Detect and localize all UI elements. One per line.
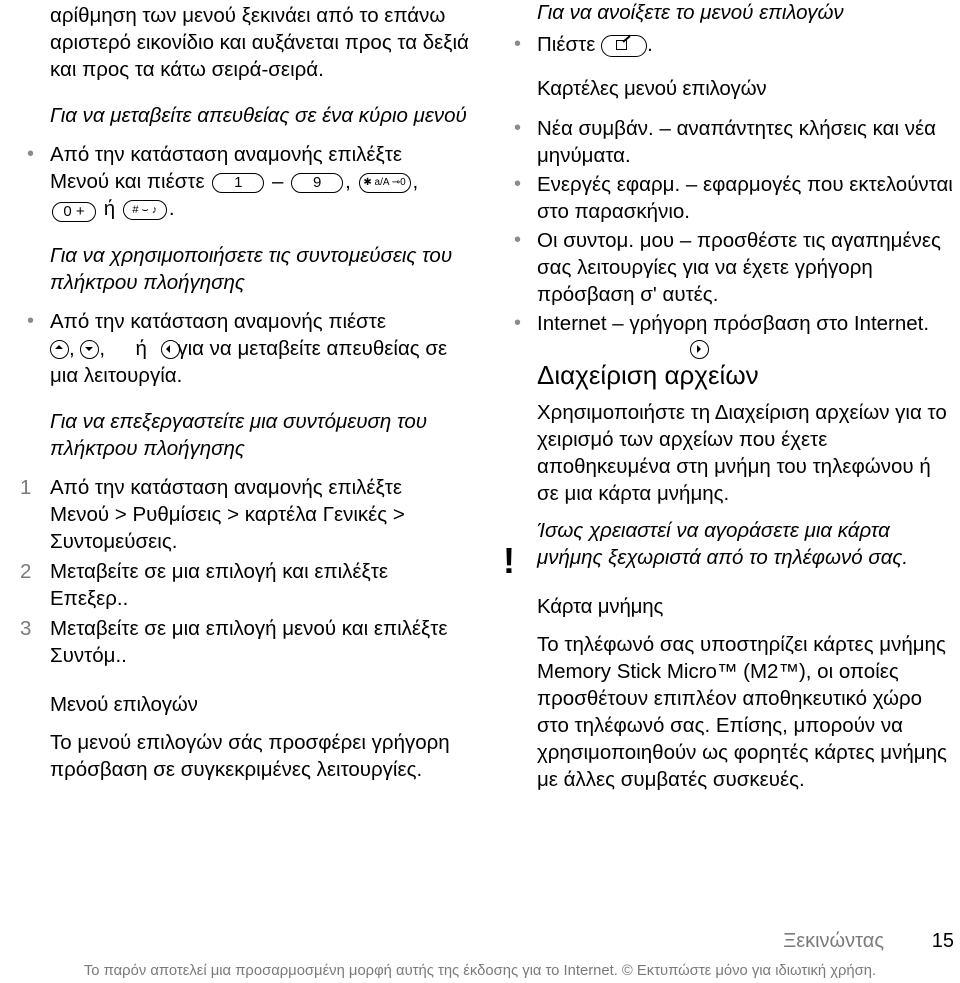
memory-card-text: Το τηλέφωνό σας υποστηρίζει κάρτες μνήμης Memory Stick Micro™ (M2™), οι οποίες προσθέτουν επιπλέον αποθηκευτικό χώρο στο τηλέφωνό σας. Επίσης, μπορούν να χρησιμοποιηθούν ως φορητές κάρτες μνήμης με άλλες συμβατές συσκευές.	[537, 633, 947, 791]
heading-memory-card: Κάρτα μνήμης	[537, 595, 664, 618]
key-0-icon: 0 +	[52, 202, 96, 222]
nav-down-icon	[80, 340, 99, 359]
heading-options-menu: Μενού επιλογών	[50, 693, 198, 716]
page-number: 15	[931, 930, 954, 952]
go-menu-instruction: • Από την κατάσταση αναμονής επιλέξτε Μενού και πιέστε 1 – 9 , ✱ a/A ⊸0 , 0 + ή # ⌣ ♪ .	[50, 141, 480, 222]
heading-edit-shortcut: Για να επεξεργαστείτε μια συντόμευση του πλήκτρου πλοήγησης	[50, 410, 427, 460]
heading-go-menu: Για να μεταβείτε απευθείας σε ένα κύριο μενού	[50, 104, 467, 127]
heading-open-options: Για να ανοίξετε το μενού επιλογών	[537, 1, 844, 24]
key-hash-icon: # ⌣ ♪	[123, 200, 167, 220]
key-1-icon: 1	[212, 173, 264, 193]
list-item: • Νέα συμβάν. – αναπάντητες κλήσεις και νέα μηνύματα.	[537, 115, 957, 169]
heading-option-tabs: Καρτέλες μενού επιλογών	[537, 77, 767, 100]
list-item: • Internet – γρήγορη πρόσβαση στο Internet.	[537, 310, 957, 337]
heading-nav-shortcuts: Για να χρησιμοποιήσετε τις συντομεύσεις του πλήκτρου πλοήγησης	[50, 244, 453, 294]
footer-section-name: Ξεκινώντας	[783, 930, 884, 952]
tabs-list	[537, 115, 957, 337]
intro-text: αρίθμηση των μενού ξεκινάει από το επάνω αριστερό εικονίδιο και αυξάνεται προς τα δεξιά και προς τα κάτω σειρά-σειρά.	[50, 4, 469, 81]
step-1: 1 Από την κατάσταση αναμονής επιλέξτε Μενού > Ρυθμίσεις > καρτέλα Γενικές > Συντομεύσεις.	[20, 476, 405, 553]
nav-up-icon	[50, 340, 69, 359]
right-column	[537, 0, 957, 793]
menu-term: Μενού	[50, 170, 110, 193]
warning-text: Ίσως χρειαστεί να αγοράσετε μια κάρτα μνήμης ξεχωριστά από το τηλέφωνό σας.	[537, 519, 909, 569]
warning-icon: !	[503, 540, 515, 581]
left-column	[20, 0, 480, 783]
key-9-icon: 9	[291, 173, 343, 193]
key-star-icon: ✱ a/A ⊸0	[359, 173, 411, 193]
open-options-instruction: • Πιέστε .	[537, 31, 957, 58]
options-key-icon	[601, 35, 647, 57]
options-menu-text: Το μενού επιλογών σάς προσφέρει γρήγορη πρόσβαση σε συγκεκριμένες λειτουργίες.	[50, 731, 450, 781]
list-item: • Ενεργές εφαρμ. – εφαρμογές που εκτελούνται στο παρασκήνιο.	[537, 171, 957, 225]
list-item: • Οι συντομ. μου – προσθέστε τις αγαπημένες σας λειτουργίες για να έχετε γρήγορη πρόσβαση σ' αυτές.	[537, 227, 957, 308]
step-3: 3 Μεταβείτε σε μια επιλογή μενού και επιλέξτε Συντόμ..	[20, 617, 448, 667]
footer-note: Το παρόν αποτελεί μια προσαρμοσμένη μορφή αυτής της έκδοσης για το Internet. © Εκτυπώστε μόνο για ιδιωτική χρήση.	[83, 963, 877, 979]
file-manager-text: Χρησιμοποιήστε τη Διαχείριση αρχείων για το χειρισμό των αρχείων που έχετε αποθηκευμένα στη μνήμη του τηλεφώνου ή σε μια κάρτα μνήμης.	[537, 401, 947, 505]
nav-instruction: • Από την κατάσταση αναμονής πιέστε , , ή για να μεταβείτε απευθείας σε μια λειτουργία.	[50, 308, 480, 389]
nav-left-icon	[161, 340, 180, 359]
step-2: 2 Μεταβείτε σε μια επιλογή και επιλέξτε Επεξερ..	[20, 560, 388, 610]
heading-file-manager: Διαχείριση αρχείων	[537, 360, 759, 390]
